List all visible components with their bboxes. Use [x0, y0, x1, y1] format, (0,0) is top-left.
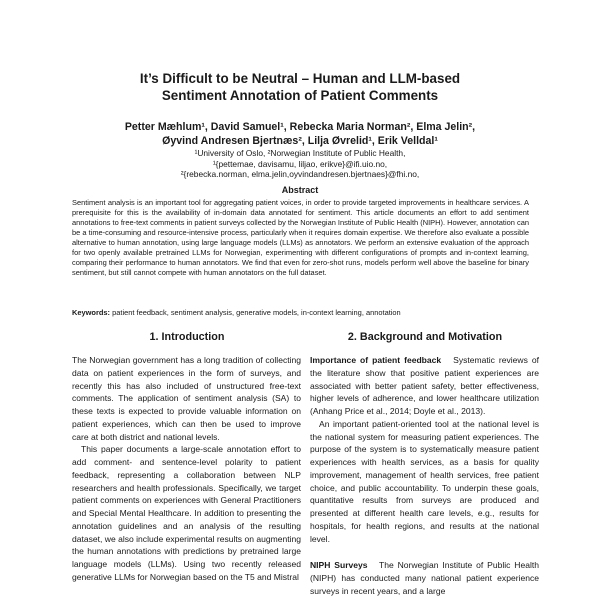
- abstract-heading: Abstract: [281, 185, 319, 195]
- paper-title: [60, 70, 540, 104]
- author-list: [60, 120, 540, 148]
- keywords-label: Keywords:: [72, 308, 111, 317]
- section-heading-background: 2. Background and Motivation: [347, 331, 503, 343]
- right-column: [310, 354, 539, 598]
- intro-paragraph-2: This paper documents a large-scale annotation effort to add comment- and sentence-level polarity to patient feedback, representing a collaboration between NLP researchers and health professionals. Specifically, we target patient comments on experiences with General Practitioners and Special Mental Healthcare. In addition to presenting the annotation guidelines and an analysis of the resulting dataset, we also include experimental results on augmenting the human annotations with predictions by pretrained large language models (LLMs). Using two recently released generative LLMs for Norwegian based on the T5 and Mistral: [72, 444, 302, 582]
- title-line: It’s Difficult to be Neutral – Human and LLM-based: [139, 71, 461, 86]
- author-line: Øyvind Andresen Bjertnæs², Lilja Øvrelid¹, Erik Velldal¹: [162, 135, 438, 147]
- left-column: [72, 354, 301, 584]
- background-text-1: Systematic reviews of the literature show that positive patient experiences are associated with better patient safety, better effectiveness, higher levels of adherence, and lower healthcare utilization (Anhang Price et al., 2014; Doyle et al., 2013).: [310, 355, 539, 416]
- run-in-heading-niph-surveys: NIPH Surveys: [310, 560, 368, 571]
- affiliation-line: ²{rebecka.norman, elma.jelin,oyvindandresen.bjertnaes}@fhi.no,: [180, 169, 420, 180]
- background-text-3: The Norwegian Institute of Public Health (NIPH) has conducted many national patient experience surveys in recent years, and a large: [310, 560, 539, 596]
- background-paragraph-1: [310, 354, 539, 418]
- affiliation-line: ¹{pettemae, davisamu, liljao, erikve}@ifi.uio.no,: [212, 158, 388, 169]
- keywords: [72, 308, 529, 318]
- affiliations: [60, 148, 540, 180]
- affiliation-line: ¹University of Oslo, ²Norwegian Institute of Public Health,: [194, 148, 406, 158]
- keywords-text: patient feedback, sentiment analysis, generative models, in-context learning, annotation: [112, 308, 401, 317]
- author-line: Petter Mæhlum¹, David Samuel¹, Rebecka Maria Norman², Elma Jelin²,: [124, 121, 476, 133]
- run-in-heading-patient-feedback: Importance of patient feedback: [310, 355, 442, 365]
- intro-paragraph-1: The Norwegian government has a long tradition of collecting data on patient experiences in the form of surveys, and recently this has also included of unstructured free-text comments. The application of sentiment analysis (SA) to these texts is expected to provide valuable information on patient experiences, which can then be used to improve care at both district and national levels.: [72, 355, 301, 442]
- background-paragraph-3: [310, 559, 539, 597]
- title-line: Sentiment Annotation of Patient Comments: [161, 88, 439, 103]
- background-paragraph-2: An important patient-oriented tool at the national level is the national system for measuring patient experiences. The purpose of the system is to systematically measure patient experiences with health services, as a basis for quality improvement, management of health services, free patient choice, and public accountability. To underpin these goals, quantitative results from surveys are produced and presented at different health care levels, e.g., results for hospitals, for health regions, and results at the national level.: [310, 418, 539, 544]
- section-heading-introduction: 1. Introduction: [149, 331, 225, 343]
- abstract-text: Sentiment analysis is an important tool for aggregating patient voices, in order to provide targeted improvements in healthcare services. A prerequisite for this is the availability of in-domain data annotated for sentiment. This article documents an effort to add sentiment annotations to free-text comments in patient surveys collected by the Norwegian Institute of Public Health (NIPH). However, annotation can be a time-consuming and resource-intensive process, particularly when it requires domain expertise. We therefore also evaluate a possible alternative to human annotation, using large language models (LLMs) as annotators. We perform an extensive evaluation of the approach for two openly available pretrained LLMs for Norwegian, experimenting with different configurations of prompts and in-context learning, comparing their performance to human annotators. We find that even for zero-shot runs, models perform well above the baseline for binary sentiment, but still cannot compete with human annotators on the full dataset.: [72, 198, 529, 277]
